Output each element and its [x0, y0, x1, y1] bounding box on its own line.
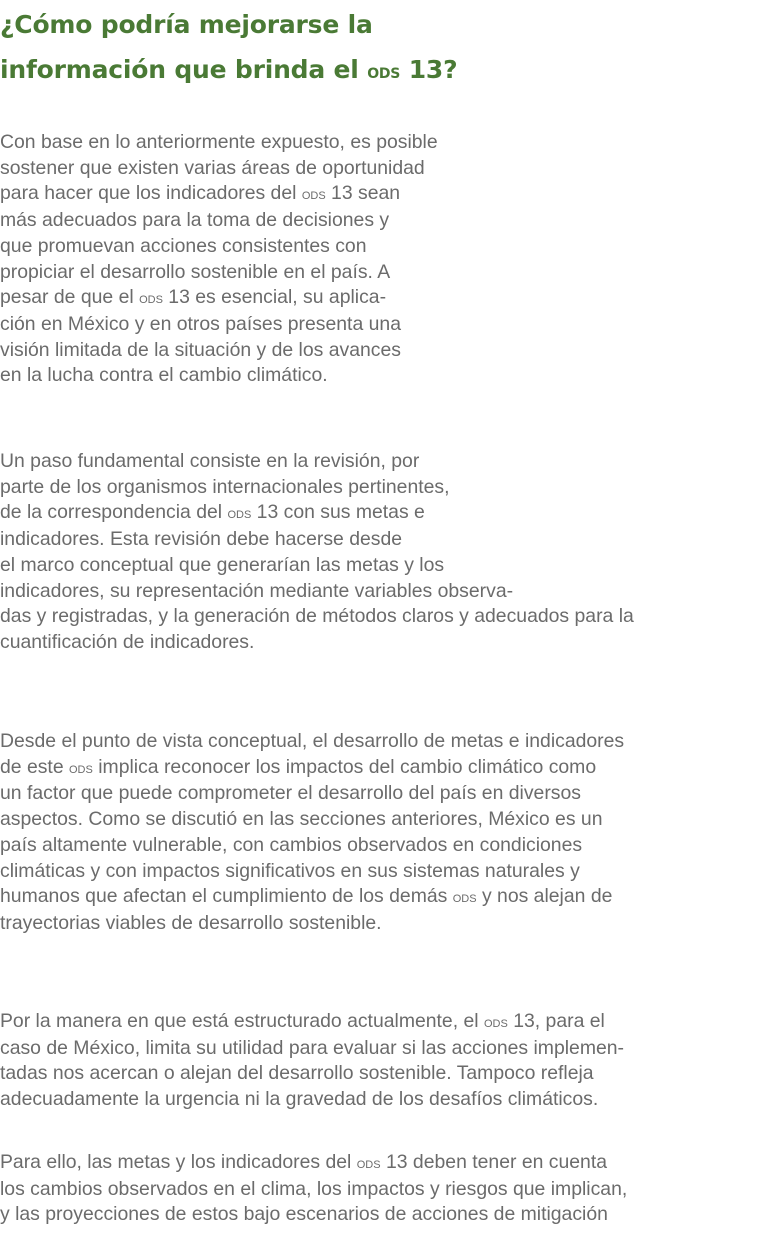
text-line: visión limitada de la situación y de los avances: [0, 338, 401, 361]
text-line: cuantificación de indicadores.: [0, 630, 255, 653]
heading-line: ¿Cómo podría mejorarse la: [0, 10, 373, 39]
text-line: Por la manera en que está estructurado actualmente, el ods 13, para el: [0, 1010, 605, 1032]
ods-abbreviation: ods: [483, 1014, 508, 1031]
text-line: en la lucha contra el cambio climático.: [0, 364, 328, 387]
text-line: aspectos. Como se discutió en las secciones anteriores, México es un: [0, 808, 603, 831]
text-line: climáticas y con impactos significativos en sus sistemas naturales y: [0, 859, 580, 882]
paragraph-4: [0, 1009, 624, 1113]
text-line: y las proyecciones de estos bajo escenarios de acciones de mitigación: [0, 1203, 608, 1226]
text-line: caso de México, limita su utilidad para evaluar si las acciones implemen-: [0, 1036, 625, 1059]
text-line: el marco conceptual que generarían las metas y los: [0, 553, 445, 576]
ods-abbreviation: ods: [301, 186, 326, 204]
text-line: Desde el punto de vista conceptual, el desarrollo de metas e indicadores: [0, 730, 625, 752]
text-line: de este ods implica reconocer los impactos del cambio climático como: [0, 755, 597, 778]
text-line: das y registradas, y la generación de métodos claros y adecuados para la: [0, 605, 634, 628]
text-line: Un paso fundamental consiste en la revisión, por: [0, 450, 420, 472]
ods-abbreviation: ods: [452, 889, 477, 907]
paragraph-2: [0, 449, 634, 656]
text-line: que promuevan acciones consistentes con: [0, 234, 367, 257]
text-line: propiciar el desarrollo sostenible en el país. A: [0, 260, 391, 283]
text-line: país altamente vulnerable, con cambios observados en condiciones: [0, 833, 583, 856]
text-line: trayectorias viables de desarrollo sostenible.: [0, 911, 382, 934]
text-line: Para ello, las metas y los indicadores del ods 13 deben tener en cuenta: [0, 1151, 608, 1173]
text-line: parte de los organismos internacionales pertinentes,: [0, 475, 450, 498]
section-heading: [0, 2, 457, 94]
heading-line: información que brinda el ods 13?: [0, 55, 458, 84]
text-line: más adecuados para la toma de decisiones y: [0, 209, 390, 232]
text-line: humanos que afectan el cumplimiento de los demás ods y nos alejan de: [0, 885, 613, 908]
text-line: indicadores. Esta revisión debe hacerse desde: [0, 528, 403, 551]
paragraph-3: [0, 729, 624, 937]
text-line: Con base en lo anteriormente expuesto, es posible: [0, 131, 438, 153]
ods-abbreviation: ods: [139, 290, 163, 308]
paragraph-5: [0, 1150, 627, 1228]
paragraph-1: [0, 130, 438, 389]
ods-abbreviation: ods: [356, 1155, 381, 1172]
ods-abbreviation: ods: [227, 505, 252, 523]
text-line: tadas nos acercan o alejan del desarrollo sostenible. Tampoco refleja: [0, 1062, 594, 1085]
text-line: adecuadamente la urgencia ni la gravedad de los desafíos climáticos.: [0, 1088, 599, 1111]
ods-abbreviation: ods: [367, 59, 401, 83]
text-line: pesar de que el ods 13 es esencial, su aplica-: [0, 286, 387, 309]
text-line: ción en México y en otros países presenta una: [0, 312, 401, 335]
text-line: de la correspondencia del ods 13 con sus metas e: [0, 501, 425, 524]
text-line: un factor que puede comprometer el desarrollo del país en diversos: [0, 782, 581, 805]
ods-abbreviation: ods: [69, 759, 93, 777]
text-line: indicadores, su representación mediante variables observa-: [0, 579, 514, 602]
text-line: sostener que existen varias áreas de oportunidad: [0, 156, 425, 179]
text-line: para hacer que los indicadores del ods 13 sean: [0, 182, 401, 205]
text-line: los cambios observados en el clima, los impactos y riesgos que implican,: [0, 1177, 628, 1200]
